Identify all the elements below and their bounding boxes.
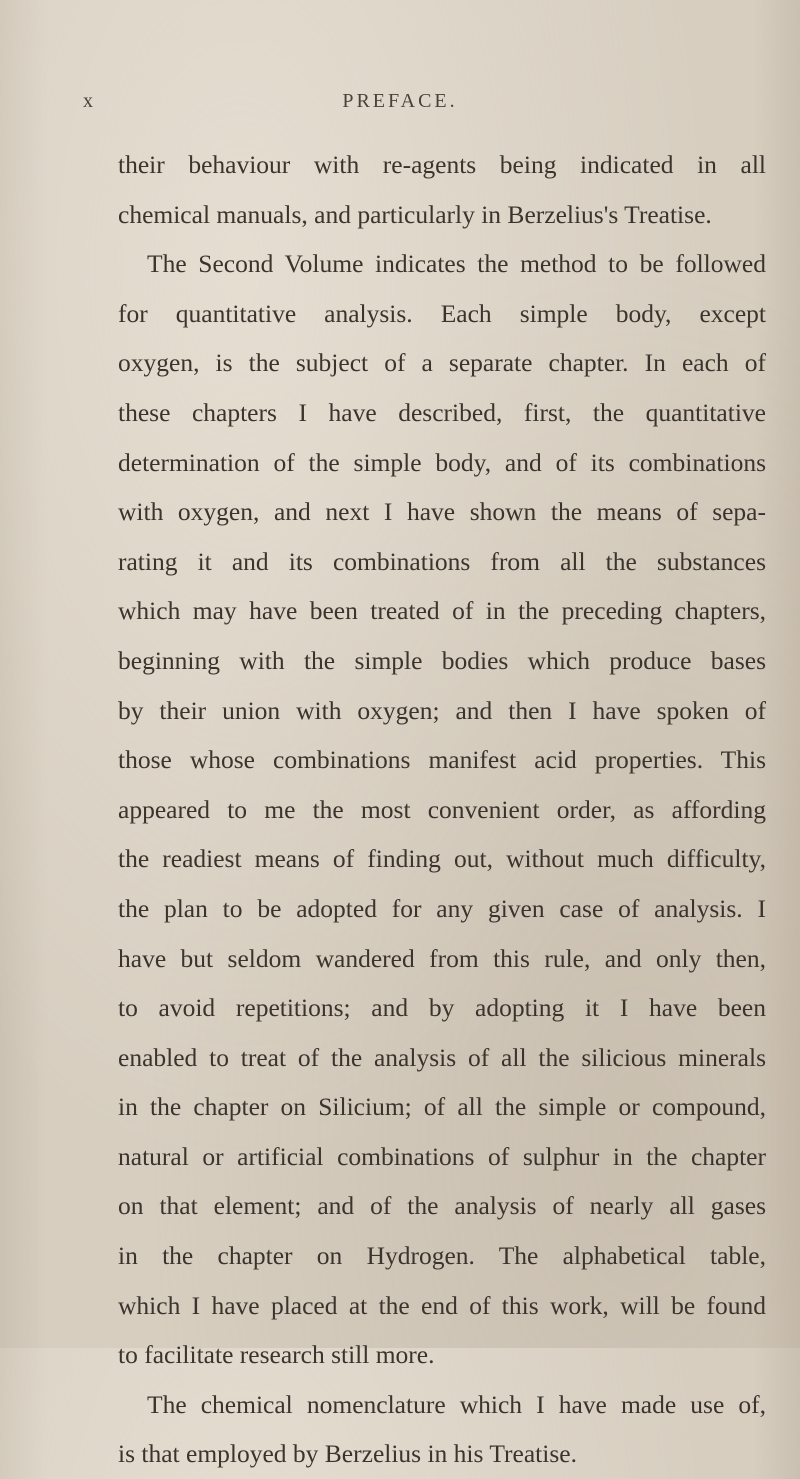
text-line: have but seldom wandered from this rule, and only then,	[118, 943, 766, 973]
text-line: enabled to treat of the analysis of all the silicious minerals	[118, 1042, 766, 1072]
text-line: with oxygen, and next I have shown the means of sepa-	[118, 497, 766, 527]
text-line: which I have placed at the end of this work, will be found	[118, 1290, 766, 1320]
text-line: determination of the simple body, and of its combinations	[118, 447, 766, 477]
text-line: in the chapter on Silicium; of all the simple or compound,	[118, 1092, 766, 1122]
text-line: beginning with the simple bodies which produce bases	[118, 645, 766, 675]
page-header	[0, 90, 800, 130]
text-line: the readiest means of finding out, without much difficulty,	[118, 844, 766, 874]
text-line: oxygen, is the subject of a separate chapter. In each of	[118, 348, 766, 378]
text-line: appeared to me the most convenient order, as affording	[118, 794, 766, 824]
text-line: on that element; and of the analysis of nearly all gases	[118, 1191, 766, 1221]
text-line: is that employed by Berzelius in his Treatise.	[118, 1439, 577, 1469]
text-line: to facilitate research still more.	[118, 1340, 435, 1370]
text-line: which may have been treated of in the preceding chapters,	[118, 596, 766, 626]
text-line: The chemical nomenclature which I have made use of,	[147, 1389, 766, 1419]
text-line: in the chapter on Hydrogen. The alphabetical table,	[118, 1241, 766, 1271]
text-line: The Second Volume indicates the method to be followed	[147, 249, 766, 279]
text-line: those whose combinations manifest acid properties. This	[118, 745, 766, 775]
text-line: chemical manuals, and particularly in Berzelius's Treatise.	[118, 199, 712, 229]
text-line: to avoid repetitions; and by adopting it I have been	[118, 993, 766, 1023]
text-line: these chapters I have described, first, the quantitative	[118, 397, 766, 427]
body-text	[118, 140, 766, 1479]
text-line: rating it and its combinations from all the substances	[118, 546, 766, 576]
text-line: their behaviour with re-agents being indicated in all	[118, 150, 766, 179]
text-line: by their union with oxygen; and then I have spoken of	[118, 695, 766, 725]
text-line: for quantitative analysis. Each simple body, except	[118, 298, 766, 328]
running-head: PREFACE.	[342, 90, 458, 112]
text-line: the plan to be adopted for any given case of analysis. I	[118, 893, 766, 923]
page-number: x	[83, 90, 94, 112]
text-line: natural or artificial combinations of sulphur in the chapter	[118, 1141, 766, 1171]
